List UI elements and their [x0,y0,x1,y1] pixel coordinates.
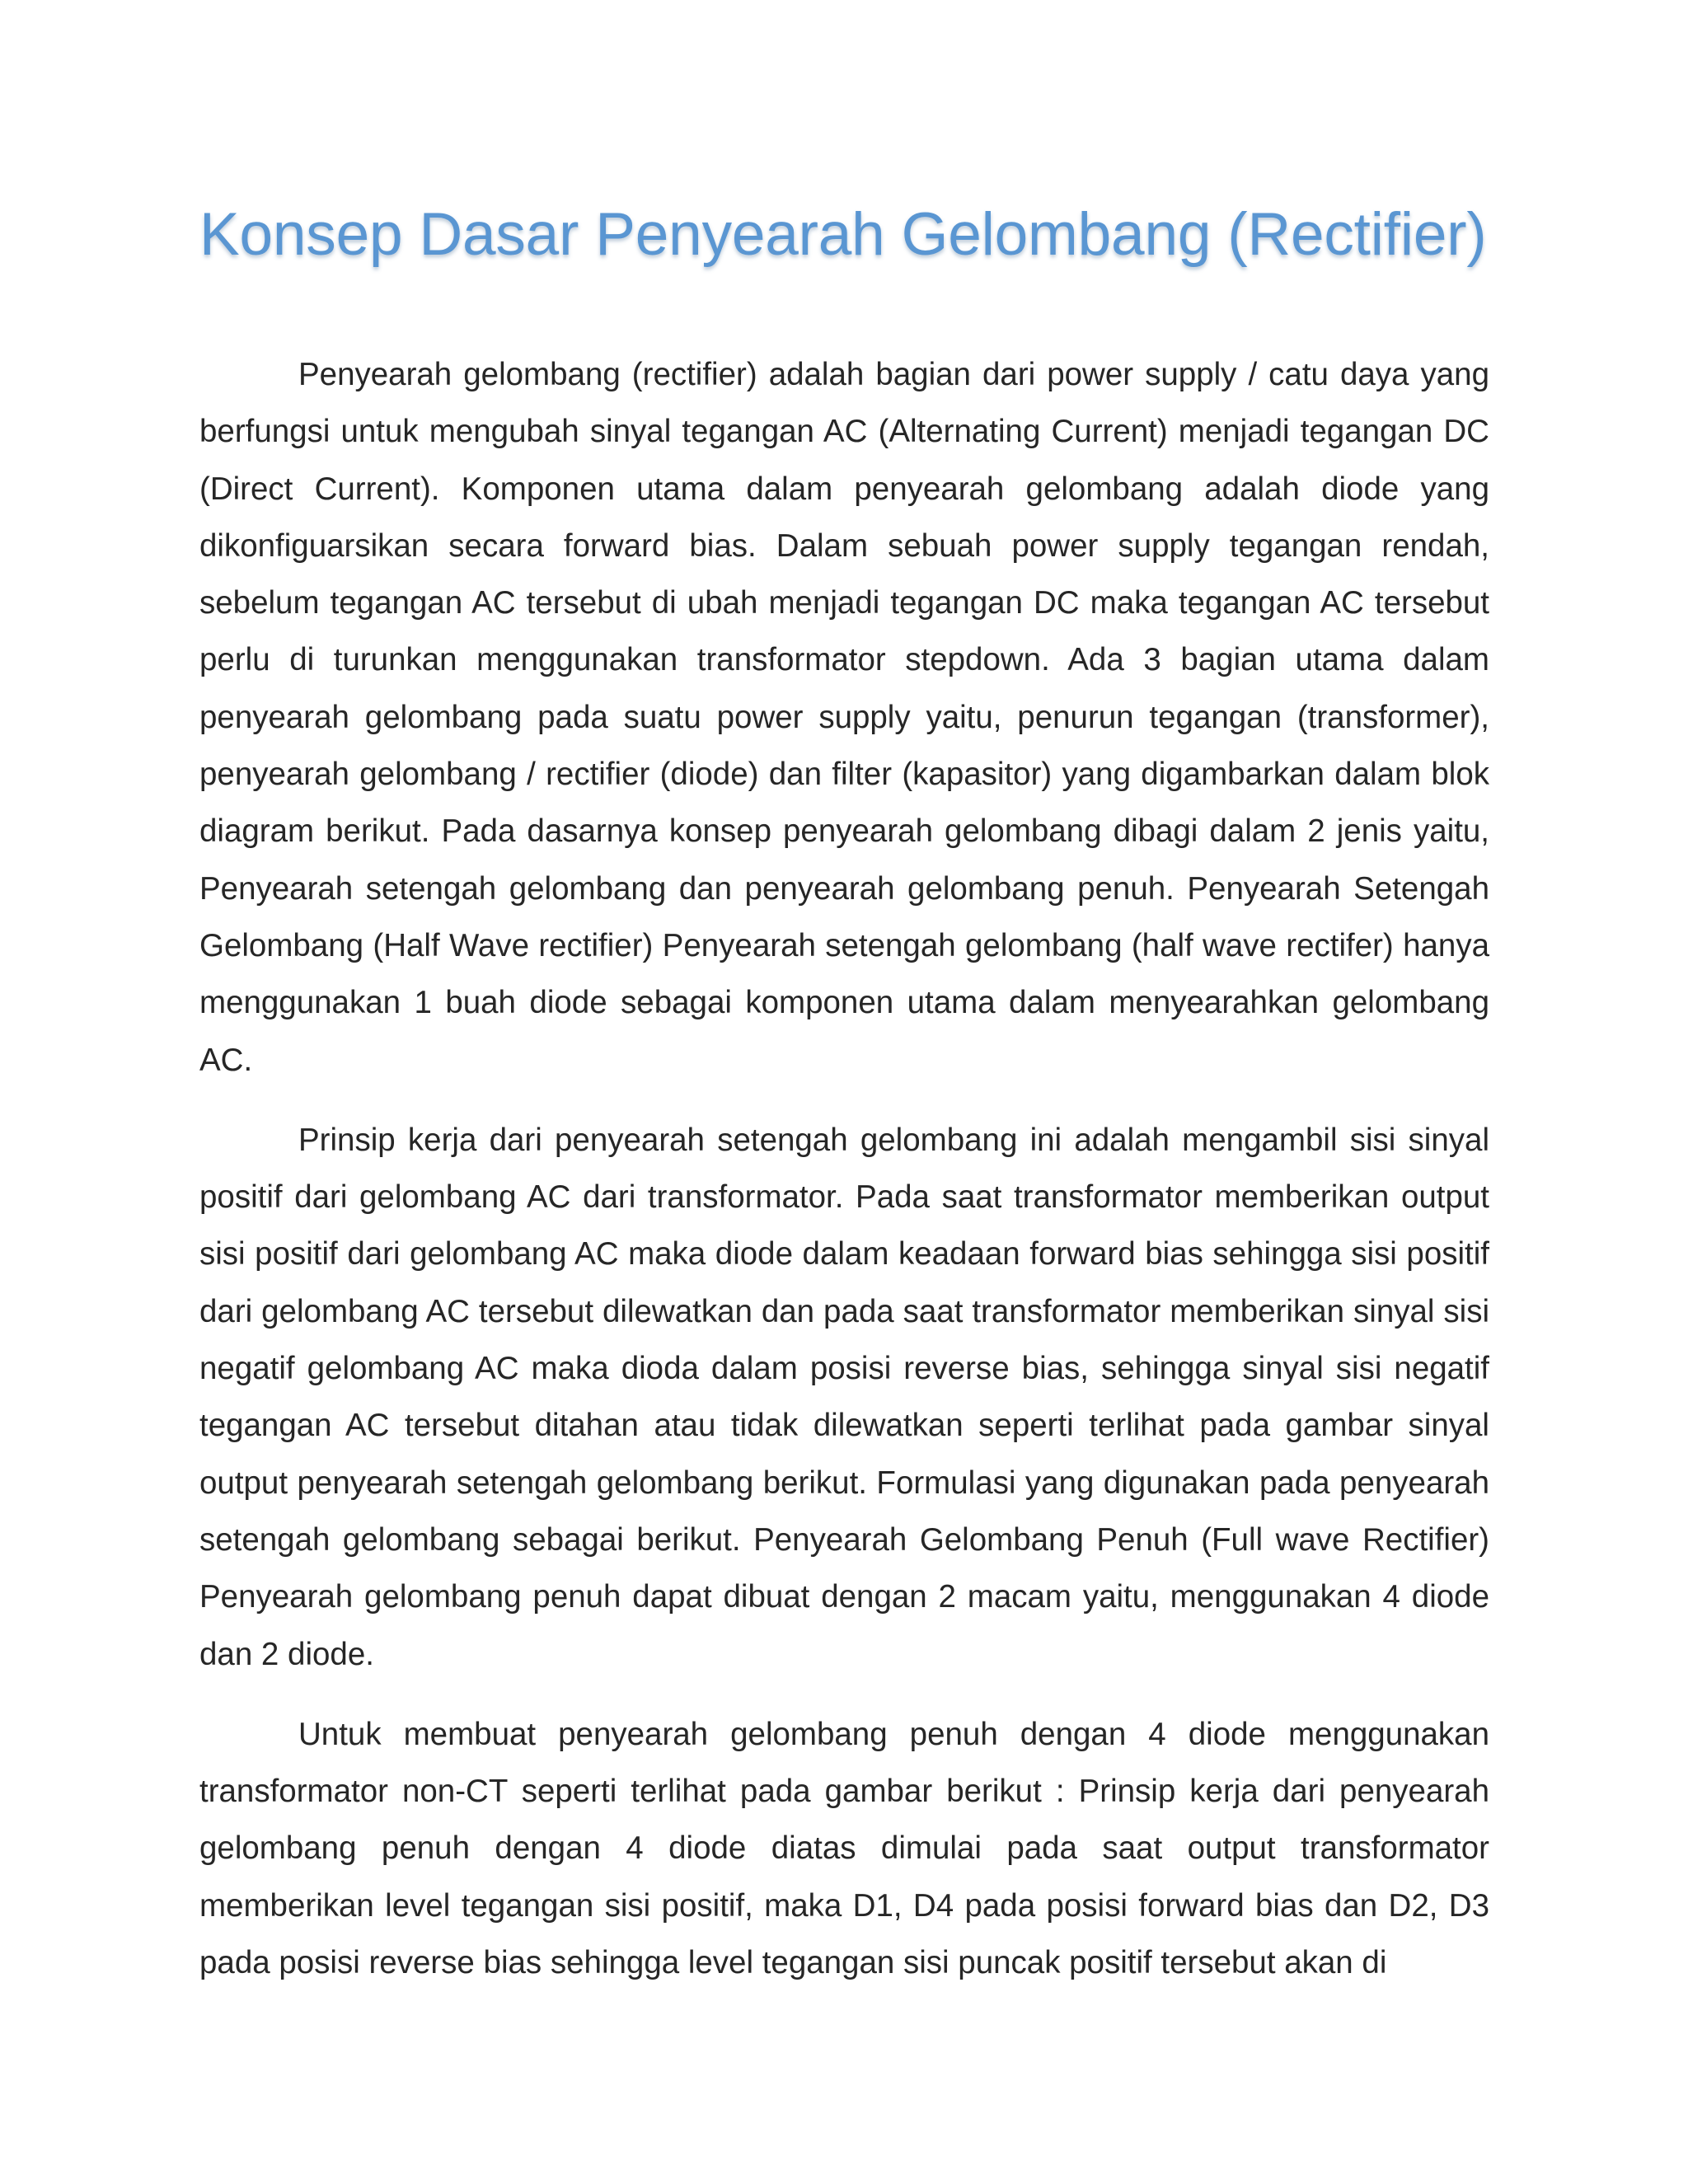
paragraph-half-wave-principle: Prinsip kerja dari penyearah setengah gelombang ini adalah mengambil sisi sinyal positif dari gelombang AC dari transformator. Pada saat transformator memberikan output sisi positif dari gelombang AC maka diode dalam keadaan forward bias sehingga sisi positif dari gelombang AC tersebut dilewatkan dan pada saat transformator memberikan sinyal sisi negatif gelombang AC maka dioda dalam posisi reverse bias, sehingga sinyal sisi negatif tegangan AC tersebut ditahan atau tidak dilewatkan seperti terlihat pada gambar sinyal output penyearah setengah gelombang berikut. Formulasi yang digunakan pada penyearah setengah gelombang sebagai berikut. Penyearah Gelombang Penuh (Full wave Rectifier) Penyearah gelombang penuh dapat dibuat dengan 2 macam yaitu, menggunakan 4 diode dan 2 diode. [199,1122,1489,1672]
paragraph-intro: Penyearah gelombang (rectifier) adalah bagian dari power supply / catu daya yang berfungsi untuk mengubah sinyal tegangan AC (Alternating Current) menjadi tegangan DC (Direct Current). Komponen utama dalam penyearah gelombang adalah diode yang dikonfiguarsikan secara forward bias. Dalam sebuah power supply tegangan rendah, sebelum tegangan AC tersebut di ubah menjadi tegangan DC maka tegangan AC tersebut perlu di turunkan menggunakan transformator stepdown. Ada 3 bagian utama dalam penyearah gelombang pada suatu power supply yaitu, penurun tegangan (transformer), penyearah gelombang / rectifier (diode) dan filter (kapasitor) yang digambarkan dalam blok diagram berikut. Pada dasarnya konsep penyearah gelombang dibagi dalam 2 jenis yaitu, Penyearah setengah gelombang dan penyearah gelombang penuh. Penyearah Setengah Gelombang (Half Wave rectifier) Penyearah setengah gelombang (half wave rectifer) hanya menggunakan 1 buah diode sebagai komponen utama dalam menyearahkan gelombang AC. [199,357,1489,1078]
page-content [199,198,1489,2014]
paragraph-full-wave-4-diode: Untuk membuat penyearah gelombang penuh dengan 4 diode menggunakan transformator non-CT seperti terlihat pada gambar berikut : Prinsip kerja dari penyearah gelombang penuh dengan 4 diode diatas dimulai pada saat output transformator memberikan level tegangan sisi positif, maka D1, D4 pada posisi forward bias dan D2, D3 pada posisi reverse bias sehingga level tegangan sisi puncak positif tersebut akan di [199,1716,1489,1981]
page-title: Konsep Dasar Penyearah Gelombang (Rectifier) [199,201,1487,268]
body-text [199,346,1489,1991]
